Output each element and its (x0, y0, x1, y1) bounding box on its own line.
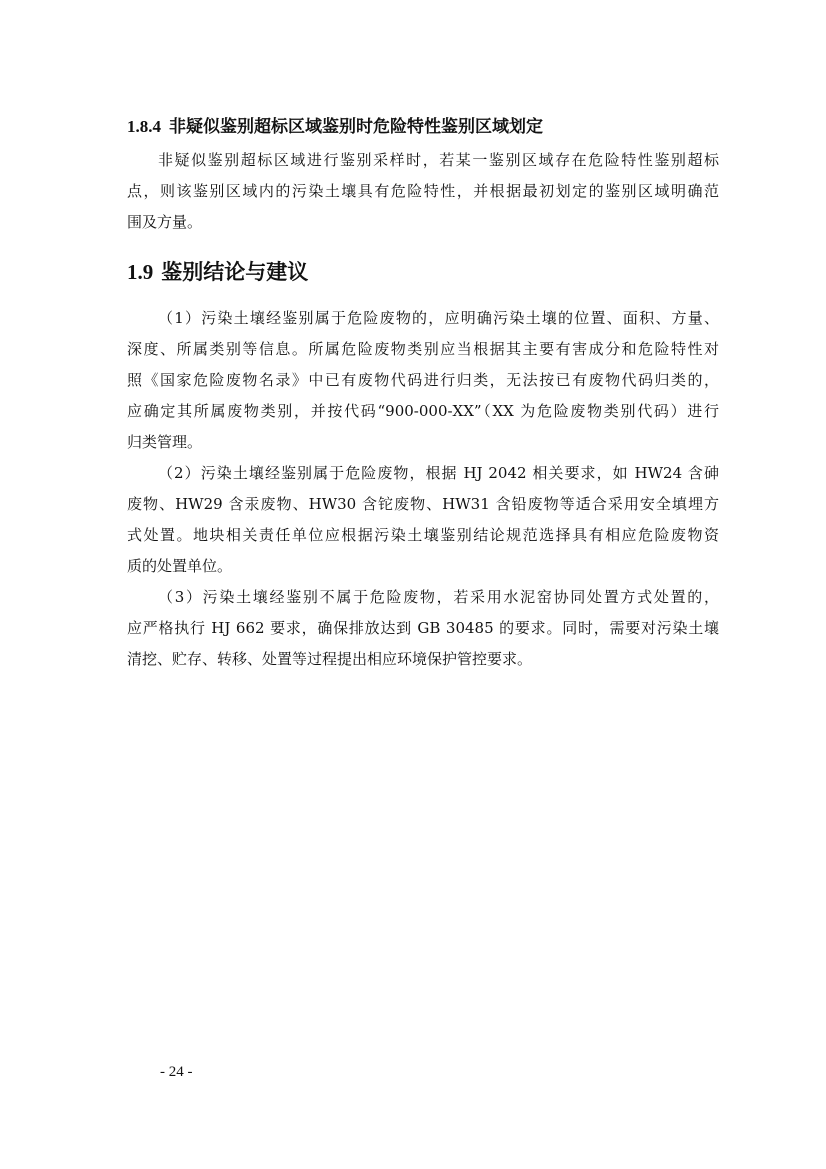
paragraph-line: 应确定其所属废物类别，并按代码“900-000-XX”（XX 为危险废物类别代码）进行 (127, 402, 719, 420)
paragraph-line: 应严格执行 HJ 662 要求，确保排放达到 GB 30485 的要求。同时，需要对污染土壤 (127, 619, 719, 637)
paragraph-line: 照《国家危险废物名录》中已有废物代码进行归类，无法按已有废物代码归类的， (127, 371, 719, 389)
paragraph-line: （3）污染土壤经鉴别不属于危险废物，若采用水泥窑协同处置方式处置的， (158, 588, 719, 606)
paragraph-line: 围及方量。 (127, 213, 203, 231)
paragraph-line: 归类管理。 (127, 433, 203, 451)
section-heading-1-9: 1.9 鉴别结论与建议 (127, 260, 309, 284)
paragraph-line: 式处置。地块相关责任单位应根据污染土壤鉴别结论规范选择具有相应危险废物资 (127, 526, 719, 544)
section-heading-1-8-4: 1.8.4 非疑似鉴别超标区域鉴别时危险特性鉴别区域划定 (127, 117, 543, 137)
paragraph-line: 废物、HW29 含汞废物、HW30 含铊废物、HW31 含铅废物等适合采用安全填埋方 (127, 495, 719, 513)
paragraph-line: 质的处置单位。 (127, 557, 233, 575)
paragraph-line: 清挖、贮存、转移、处置等过程提出相应环境保护管控要求。 (127, 650, 533, 668)
paragraph-line: （1）污染土壤经鉴别属于危险废物的，应明确污染土壤的位置、面积、方量、 (158, 309, 719, 327)
page-number: - 24 - (160, 1064, 193, 1080)
paragraph-line: 深度、所属类别等信息。所属危险废物类别应当根据其主要有害成分和危险特性对 (127, 340, 719, 358)
paragraph-line: 非疑似鉴别超标区域进行鉴别采样时，若某一鉴别区域存在危险特性鉴别超标 (158, 151, 719, 169)
paragraph-line: 点，则该鉴别区域内的污染土壤具有危险特性，并根据最初划定的鉴别区域明确范 (127, 182, 719, 200)
paragraph-line: （2）污染土壤经鉴别属于危险废物，根据 HJ 2042 相关要求，如 HW24 含砷 (158, 464, 719, 482)
